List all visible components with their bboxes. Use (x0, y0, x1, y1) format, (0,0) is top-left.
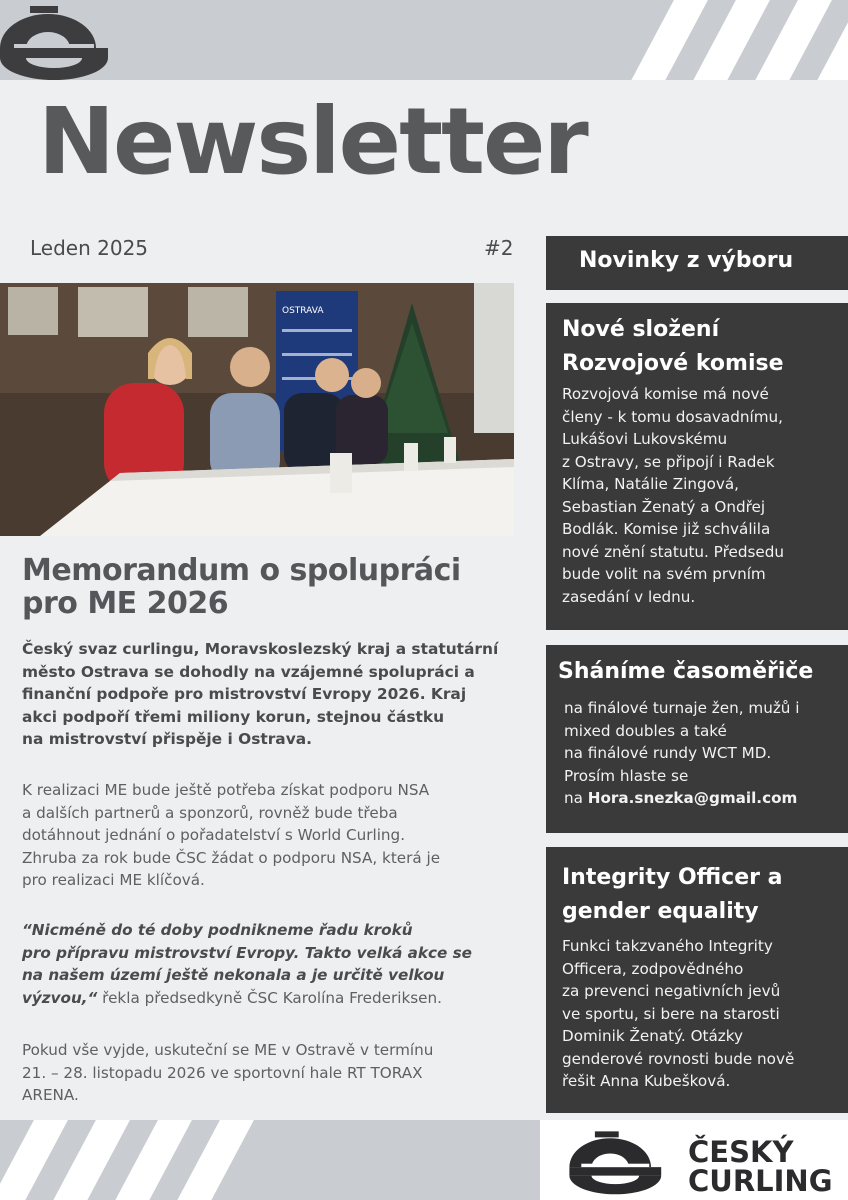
sidebar-header: Novinky z výboru (546, 236, 848, 290)
article-paragraph: Pokud vše vyjde, uskuteční se ME v Ostravě v termínu 21. – 28. listopadu 2026 ve sportovní hale RT TORAX ARENA. (22, 1041, 434, 1104)
article-lead: Český svaz curlingu, Moravskoslezský kraj a statutární město Ostrava se dohodly na vzájemné spolupráci a finanční podpoře pro mistrovství Evropy 2026. Kraj akci podpoří třemi miliony korun, stejnou částku na mistrovství přispěje i Ostrava. (22, 640, 499, 748)
news-box-committee (546, 303, 848, 630)
article-quote: “Nicméně do té doby podnikneme řadu kroků pro přípravu mistrovství Evropy. Takto velká akce se na našem území ještě nekonala a je určitě velkou výzvou,“ řekla předsedkyně ČSC Karolína Frederiksen. (22, 921, 472, 1007)
article-photo (0, 283, 514, 536)
box-title: Nové složení Rozvojové komise (562, 317, 784, 376)
box-text: na finálové turnaje žen, mužů i mixed doubles a také na finálové rundy WCT MD. Prosím hlaste se na Hora.snezka@gmail.com (564, 699, 800, 807)
newsletter-title: Newsletter (38, 88, 587, 195)
box-text: Rozvojová komise má nové členy - k tomu dosavadnímu, Lukášovi Lukovskému z Ostravy, se připojí i Radek Klíma, Natálie Zingová, Sebastian Ženatý a Ondřej Bodlák. Komise již schválila nové znění statutu. Předsedu bude volit na svém prvním zasedání v lednu. (562, 385, 784, 606)
news-box-timekeepers (546, 645, 848, 833)
curling-logo-icon (0, 0, 112, 80)
box-title: Sháníme časoměřiče (558, 659, 814, 684)
box-title: Integrity Officer a gender equality (562, 865, 783, 924)
issue-date: Leden 2025 (30, 236, 149, 260)
brand-wordmark: ČESKÝ CURLING (688, 1135, 833, 1198)
issue-number: #2 (484, 236, 514, 260)
photo-banner-text: OSTRAVA (282, 306, 324, 316)
news-box-integrity (546, 847, 848, 1113)
top-band (0, 0, 848, 80)
contact-email-link[interactable]: Hora.snezka@gmail.com (587, 789, 798, 807)
article-headline: Memorandum o spolupráci pro ME 2026 (22, 553, 461, 621)
curling-logo-icon (562, 1128, 672, 1196)
box-text: Funkci takzvaného Integrity Officera, zodpovědného za prevenci negativních jevů ve sportu, si bere na starosti Dominik Ženatý. Otázky genderové rovnosti bude nově řešit Anna Kubešková. (562, 937, 795, 1090)
article-paragraph: K realizaci ME bude ještě potřeba získat podporu NSA a dalších partnerů a sponzorů, rovněž bude třeba dotáhnout jednání o pořadatelství s World Curling. Zhruba za rok bude ČSC žádat o podporu NSA, která je pro realizaci ME klíčová. (22, 781, 441, 889)
